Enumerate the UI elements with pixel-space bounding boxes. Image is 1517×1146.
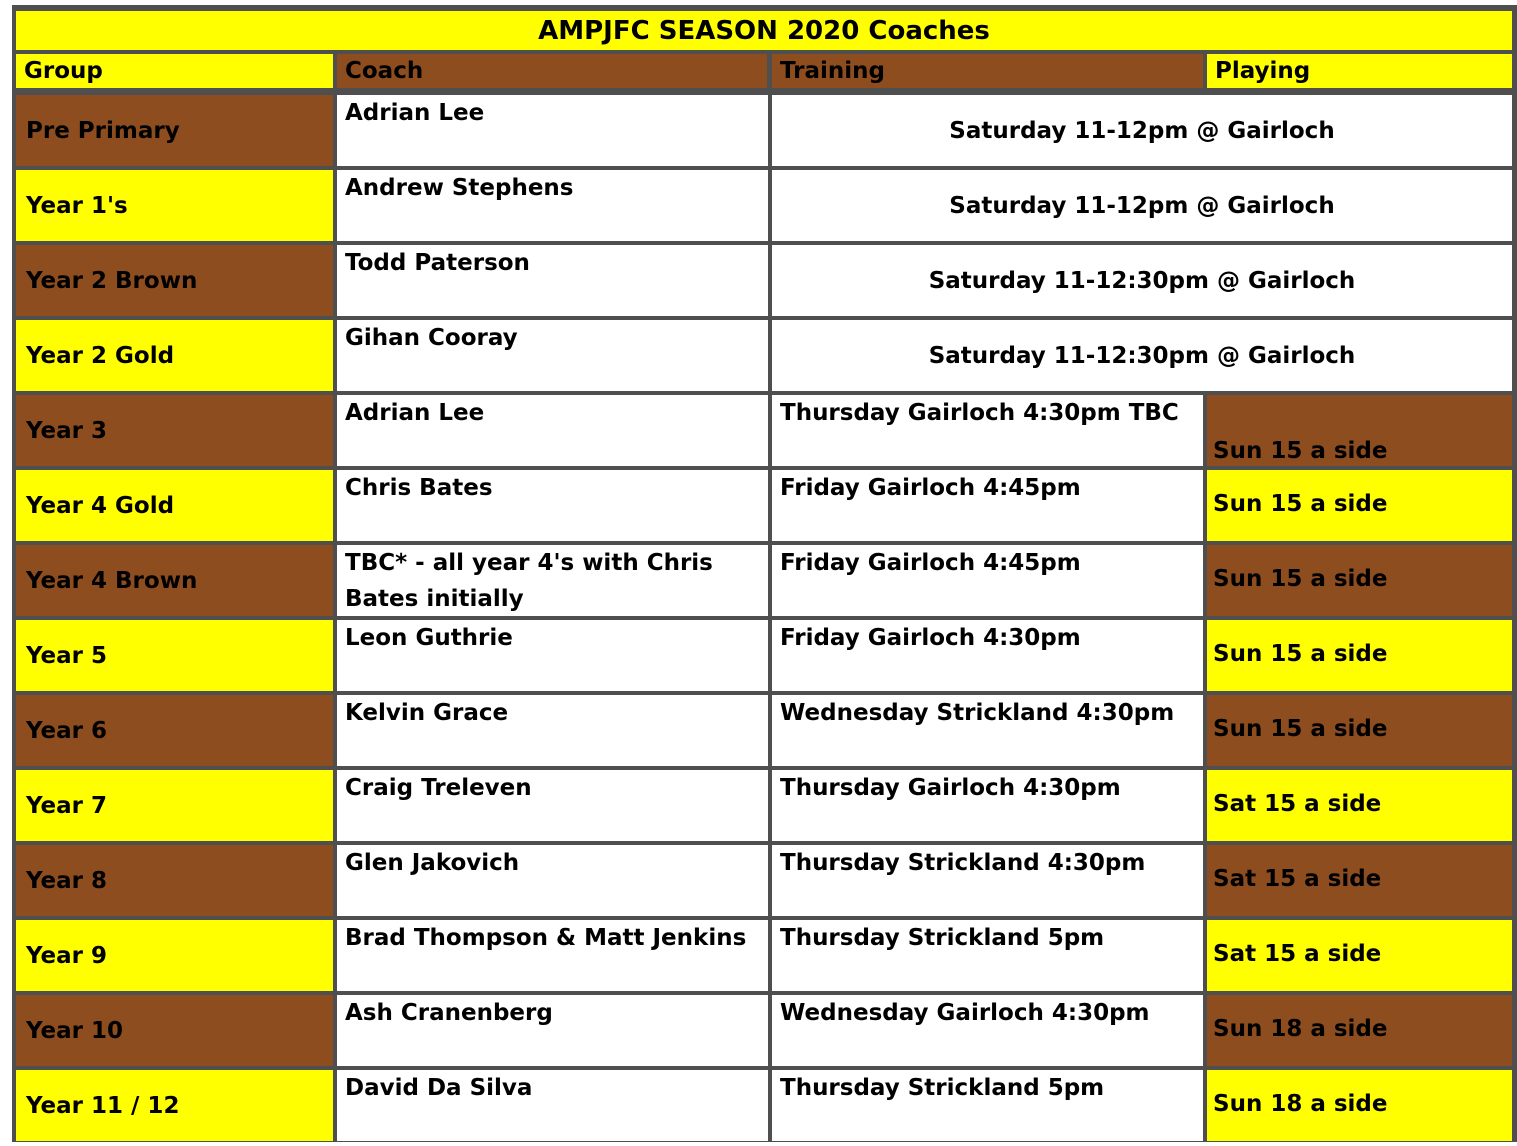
group-cell: Year 7 [16, 770, 333, 841]
group-cell: Year 11 / 12 [16, 1070, 333, 1141]
training-cell: Saturday 11-12:30pm @ Gairloch [772, 320, 1512, 391]
coach-cell: Gihan Cooray [337, 320, 768, 391]
header-playing: Playing [1207, 54, 1512, 88]
playing-cell: Sun 15 a side [1207, 545, 1512, 616]
group-cell: Year 2 Brown [16, 245, 333, 316]
coach-cell: Ash Cranenberg [337, 995, 768, 1066]
training-cell: Thursday Gairloch 4:30pm TBC [772, 395, 1203, 466]
header-group: Group [16, 54, 333, 88]
coach-cell: Todd Paterson [337, 245, 768, 316]
playing-cell: Sun 15 a side [1207, 695, 1512, 766]
coach-cell: Andrew Stephens [337, 170, 768, 241]
coach-cell: TBC* - all year 4's with Chris Bates initially [337, 545, 768, 616]
training-cell: Friday Gairloch 4:45pm [772, 545, 1203, 616]
playing-cell: Sun 18 a side [1207, 1070, 1512, 1141]
group-cell: Year 5 [16, 620, 333, 691]
group-cell: Year 4 Brown [16, 545, 333, 616]
playing-cell: Sun 15 a side [1207, 395, 1512, 466]
training-cell: Friday Gairloch 4:45pm [772, 470, 1203, 541]
group-cell: Year 8 [16, 845, 333, 916]
playing-cell: Sat 15 a side [1207, 845, 1512, 916]
coach-cell: Craig Treleven [337, 770, 768, 841]
coach-cell: Kelvin Grace [337, 695, 768, 766]
playing-cell: Sun 18 a side [1207, 995, 1512, 1066]
training-cell: Wednesday Strickland 4:30pm [772, 695, 1203, 766]
training-cell: Thursday Strickland 4:30pm [772, 845, 1203, 916]
group-cell: Year 9 [16, 920, 333, 991]
training-cell: Wednesday Gairloch 4:30pm [772, 995, 1203, 1066]
training-cell: Thursday Strickland 5pm [772, 1070, 1203, 1141]
group-cell: Year 4 Gold [16, 470, 333, 541]
playing-cell: Sat 15 a side [1207, 770, 1512, 841]
training-cell: Saturday 11-12pm @ Gairloch [772, 95, 1512, 166]
coach-cell: Brad Thompson & Matt Jenkins [337, 920, 768, 991]
playing-cell: Sun 15 a side [1207, 470, 1512, 541]
coach-cell: Adrian Lee [337, 95, 768, 166]
group-cell: Year 2 Gold [16, 320, 333, 391]
coach-cell: David Da Silva [337, 1070, 768, 1141]
training-cell: Saturday 11-12pm @ Gairloch [772, 170, 1512, 241]
header-training: Training [772, 54, 1203, 88]
coach-cell: Glen Jakovich [337, 845, 768, 916]
coach-cell: Adrian Lee [337, 395, 768, 466]
group-cell: Year 6 [16, 695, 333, 766]
training-cell: Friday Gairloch 4:30pm [772, 620, 1203, 691]
coach-cell: Leon Guthrie [337, 620, 768, 691]
training-cell: Thursday Strickland 5pm [772, 920, 1203, 991]
group-cell: Year 1's [16, 170, 333, 241]
group-cell: Year 3 [16, 395, 333, 466]
table-title: AMPJFC SEASON 2020 Coaches [16, 11, 1512, 50]
group-cell: Year 10 [16, 995, 333, 1066]
training-cell: Saturday 11-12:30pm @ Gairloch [772, 245, 1512, 316]
coach-cell: Chris Bates [337, 470, 768, 541]
training-cell: Thursday Gairloch 4:30pm [772, 770, 1203, 841]
header-coach: Coach [337, 54, 767, 88]
playing-cell: Sun 15 a side [1207, 620, 1512, 691]
coaches-table [12, 5, 1517, 1142]
playing-cell: Sat 15 a side [1207, 920, 1512, 991]
group-cell: Pre Primary [16, 95, 333, 166]
